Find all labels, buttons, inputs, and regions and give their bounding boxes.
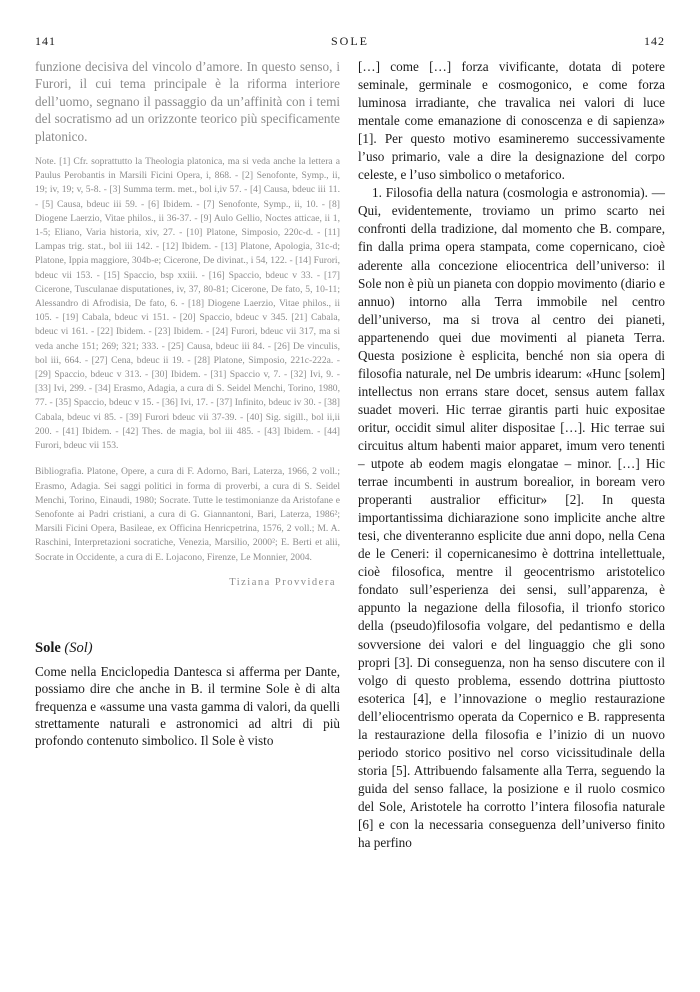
author-signature: Tiziana Provvidera	[229, 576, 336, 588]
entry-intro-paragraph: Come nella Enciclopedia Dantesca si afferma per Dante, possiamo dire che anche in B. il termine Sole è di alta frequenza e «assume una vasta gamma di valori, da quelli strettamente naturali e astronomici ad altri di più profondo contenuto simbolico. Il Sole è visto	[35, 663, 340, 749]
footnotes: Note. [1] Cfr. soprattutto la Theologia platonica, ma si veda anche la lettera a Paulus Perobantis in Marsili Ficini Opera, i, 868. - [2] Senofonte, Symp., ii, 19; iv, 19; v, 5-8. - [3] Summa term. met., bol i,iv 57. - [4] Causa, bdeuc iii 11. - [5] Causa, bdeuc iii 59. - [6] Ibidem. - [7] Senofonte, Symp., ii, 10. - [8] Diogene Laerzio, Vitae philos., ii 36-37. - [9] Aulo Gellio, Noctes atticae, ii 1, 1-5; Eliano, Varia historia, xiv, 27. - [10] Platone, Simposio, 220c-d. - [11] Lampas trig. stat., bol iii 142. - [12] Ibidem. - [13] Platone, Apologia, 31c-d; Platone, Ippia maggiore, 304b-e; Cicerone, De divinat., i 54, 122. - [14] Furori, bdeuc vii 153. - [15] Spaccio, bsp xxiii. - [16] Spaccio, bdeuc v 33. - [17] Cicerone, Tusculanae disputationes, iv, 37, 80-81; Cicerone, De fato, 5, 10-11; Alessandro di Afrodisia, De fato, 6. - [18] Diogene Laerzio, Vitae philos., ii 105. - [19] Cabala, bdeuc vi 151. - [20] Spaccio, bdeuc v 345. [21] Cabala, bdeuc vi 161. - [22] Ibidem. - [23] Ibidem. - [24] Furori, bdeuc vii 317, ma si veda anche 151; 269; 321; 333. - [25] Causa, bdeuc iii 84. - [26] De vinculis, bol iii, 664. - [27] Cena, bdeuc ii 19. - [28] Platone, Simposio, 221c-222a. - [29] Spaccio, bdeuc v 313. - [30] Ibidem. - [31] Spaccio v, 7. - [32] Ivi, 9. - [33] Ivi, 299. - [34] Erasmo, Adagia, a cura di S. Seidel Menchi, Torino, 1980, 77. - [35] Spaccio, bdeuc v 15. - [36] Ivi, 17. - [37] Infinito, bdeuc iv 30. - [38] Cabala, bdeuc vi 85. - [39] Furori bdeuc vii 37-39. - [40] Sig. sigill., bol ii,ii 200. - [41] Ibidem. - [42] Thes. de magia, bol iii 485. - [43] Ibidem. - [44] Furori, bdeuc vii 153.	[35, 156, 340, 452]
running-title: SOLE	[331, 34, 369, 48]
entry-title: Sole	[35, 639, 61, 656]
entry-paragraph-2: 1. Filosofia della natura (cosmologia e astronomia). — Qui, evidentemente, troviamo un primo scarto nei confronti della tradizione, dal momento che B. compare, fin dalla prima opera stampata, come copernicano, cioè aderente alla concezione eliocentrica dell’universo: il Sole non è più un pianeta con doppio movimento (diario e annuo) intorno alla Terra immobile nel centro dell’universo, ma si trova al centro dei pianeti, appartenendo quei due movimenti al pianeta Terra. Questa posizione è esplicita, benché non sia opera di filosofia naturale, nel De umbris idearum: «Hunc [solem] intellectus non errans stare docet, sensus autem fallax suadet moveri. Hic terrae girantis parti huic expositae oritur, occidit simul aliter dispositae […]. Hic terrae sui circuitus altum habenti maior apparet, imum vero tenenti – utpote ab eodem magis elongatae – minor. […] Hic terrae incumbenti in austrum borealior, in boream vero properanti australior efficitur» [2]. In questa importantissima dichiarazione sono implicite anche altre tesi, che diventeranno esplicite due anni dopo, nella Cena de le Ceneri: il copernicanesimo è dottrina intellettuale, cioè filosofica, mentre il geocentrismo aristotelico fondato sull’esperienza dei sensi, sull’apparenza, è appunto la negazione della filosofia, il trionfo storico della (pseudo)filosofia volgare, del pedantismo e della sovversione dei valori e del linguaggio che gli sono propri [3]. Di conseguenza, non ha senso discutere con il volgo di questo problema, essendo dottrina piuttosto esoterica [4], e l’innovazione o meglio restaurazione dell’eliocentrismo operata da Copernico e B. rappresenta la restaurazione della filosofia e l’inizio di un nuovo periodo storico positivo nel corso vicissitudinale della storia [5]. Attribuendo falsamente alla Terra, seguendo la guida del senso fallace, la posizione e il ruolo cosmico del Sole, Aristotele ha corrotto l’intera filosofia naturale [6] e con la necessaria conseguenza dell’universo finito ha perfino	[358, 185, 665, 851]
page-number-left: 141	[35, 34, 56, 48]
entry-heading	[35, 640, 340, 657]
page-number-right: 142	[644, 34, 665, 48]
running-head	[35, 34, 665, 52]
continuation-paragraph: funzione decisiva del vincolo d’amore. In questo senso, i Furori, il cui tema principale è la riforma interiore dell’uomo, segnano il passaggio da un’affinità con i temi del socratismo ad un orizzonte teorico più specificamente platonico.	[35, 59, 340, 144]
entry-paragraph-1: […] come […] forza vivificante, dotata di potere seminale, germinale e cosmogonico, e come forza luminosa irradiante, che travalica nei valori di luce mentale come emanazione di conoscenza e di sapienza» [1]. Per questo motivo esamineremo successivamente l’uso primario, vale a dire la designazione del corpo celeste, e l’uso simbolico o metaforico.	[358, 59, 665, 183]
right-column	[358, 58, 665, 852]
entry-subtitle: (Sol)	[64, 639, 93, 656]
bibliography: Bibliografia. Platone, Opere, a cura di F. Adorno, Bari, Laterza, 1966, 2 voll.; Erasmo, Adagia. Sei saggi politici in forma di proverbi, a cura di S. Seidel Menchi, Torino, Einaudi, 1980; Socrate. Tutte le testimonianze da Aristofane e Senofonte ai Padri cristiani, a cura di G. Giannantoni, Bari, Laterza, 1986²; Marsili Ficini Opera, Basileae, ex Officina Henricpetrina, 1576, 2 voll.; M. A. Raschini, Interpretazioni socratiche, Venezia, Marsilio, 2000²; E. Berti et alii, Socrate in Occidente, a cura di E. Lojacono, Firenze, Le Monnier, 2004.	[35, 466, 340, 563]
left-column	[35, 58, 340, 750]
